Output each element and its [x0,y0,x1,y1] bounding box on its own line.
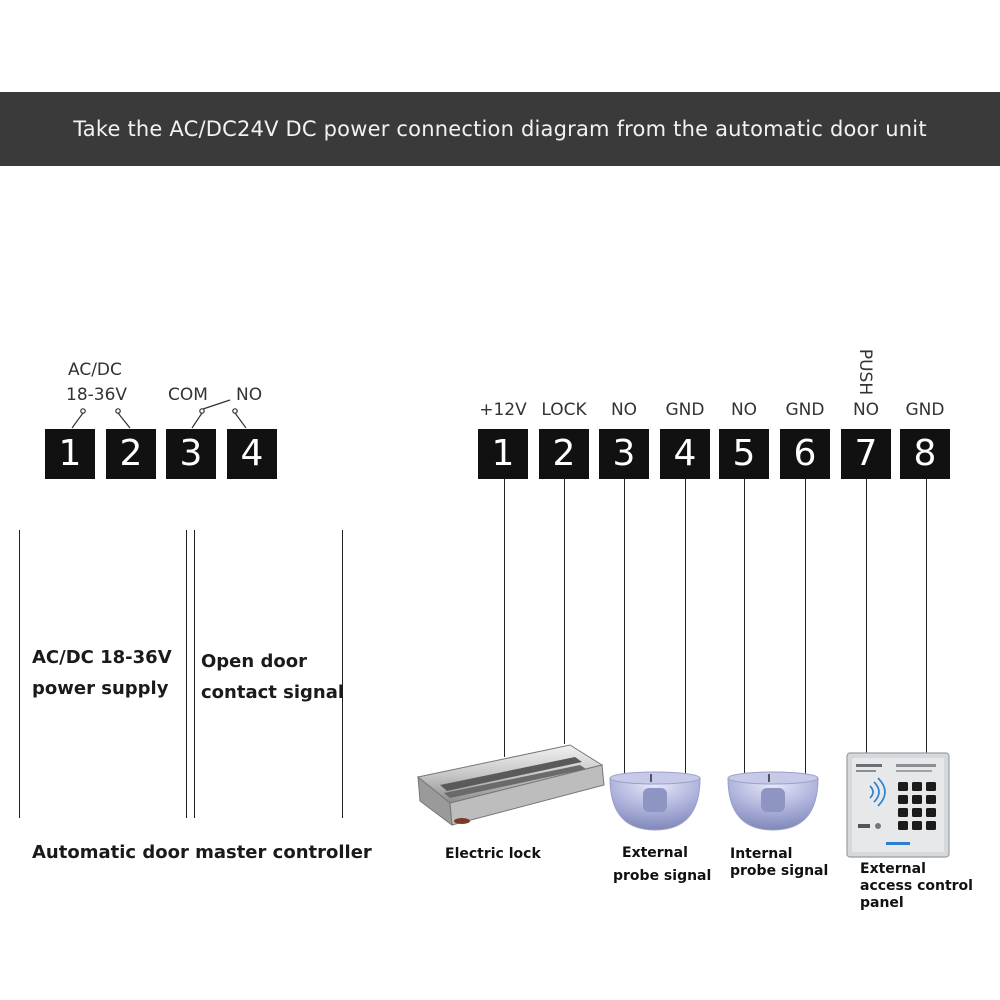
terminal-label-no-5: NO [730,400,758,420]
left-terminal-4: 4 [227,429,277,479]
wire-terminal-4 [685,479,686,777]
right-terminal-3: 3 [599,429,649,479]
internal-probe-label: Internal probe signal [730,846,829,879]
left-terminal-2: 2 [106,429,156,479]
external-probe-image [606,770,704,832]
left-terminal-1: 1 [45,429,95,479]
controller-label: Automatic door master controller [32,842,372,863]
wire-terminal-1 [504,479,505,757]
right-terminal-1: 1 [478,429,528,479]
voltage-range-label: 18-36V [66,385,128,405]
terminal-label-no-7: NO [852,400,880,420]
right-terminal-2: 2 [539,429,589,479]
page-title: Take the AC/DC24V DC power connection diagram from the automatic door unit [73,117,927,141]
external-probe-label: External probe signal [613,845,712,884]
terminal-label-no-3: NO [610,400,638,420]
power-supply-label: AC/DC 18-36V power supply [32,647,172,699]
wire-terminal-7 [866,479,867,755]
wire-terminal-8 [926,479,927,755]
terminal-label-gnd-4: GND [665,400,705,420]
terminal-label-12v: +12V [479,400,527,420]
left-terminal-3: 3 [166,429,216,479]
access-control-panel-image [846,752,950,858]
left-divider-2 [186,530,187,818]
wire-terminal-6 [805,479,806,777]
right-terminal-7: 7 [841,429,891,479]
right-terminal-5: 5 [719,429,769,479]
terminal-label-gnd-8: GND [905,400,945,420]
access-panel-label: External access control panel [860,861,973,911]
right-terminal-8: 8 [900,429,950,479]
left-divider-1 [19,530,20,818]
electric-lock-label: Electric lock [445,846,541,862]
terminal-label-gnd-6: GND [785,400,825,420]
terminal-label-lock: LOCK [541,400,587,420]
right-terminal-6: 6 [780,429,830,479]
wire-terminal-2 [564,479,565,744]
wire-terminal-5 [744,479,745,777]
wire-terminal-3 [624,479,625,777]
electric-lock-image [410,735,610,835]
acdc-label: AC/DC [68,360,122,380]
contact-signal-label: Open door contact signal [201,651,345,703]
internal-probe-image [724,770,822,832]
left-divider-3 [194,530,195,818]
com-label: COM [168,385,208,405]
no-label: NO [236,385,263,405]
push-label: PUSH [855,348,875,396]
right-terminal-4: 4 [660,429,710,479]
